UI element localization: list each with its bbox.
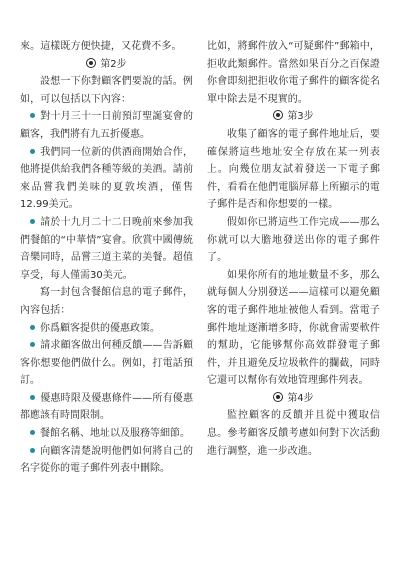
bullet-icon — [30, 395, 35, 400]
step-4-heading — [207, 390, 380, 408]
list-item-text: 請求顧客做出何種反饋——告訴顧客你想要他們做什么。例如，打電話預訂。 — [20, 340, 193, 387]
bullet-icon — [30, 219, 35, 224]
continued-paragraph: 比如，將郵件放入“可疑郵件”郵箱中，拒收此類郵件。當然如果百分之百保證你會即刻把拒收你電子郵件的顧客從名單中除去是不現實的。 — [207, 41, 380, 105]
list-item-text: 對十月三十一日前預訂聖誕宴會的顧客，我們將有九五折優惠。 — [20, 111, 193, 140]
step-3-heading — [207, 108, 380, 126]
left-column — [20, 38, 193, 478]
body-paragraph: 收集了顧客的電子郵件地址后，要確保將這些地址安全存放在某一列表上。向幾位朋友試着發送一下電子郵件，看看在他們電腦屏幕上所顯示的電子郵件是否和你想要的一樣。 — [207, 128, 380, 211]
list-item-text: 我們同一位新的供酒商開始合作，他將提供給我們各種等級的美酒。請前來品嘗我們美味的夏敦埃酒，僅售12.99美元。 — [20, 146, 193, 211]
step-label: 第2步 — [100, 58, 127, 70]
bullet-icon — [30, 149, 35, 154]
step-marker-icon — [273, 392, 283, 402]
body-paragraph: 監控顧客的反饋并且從中獲取信息。參考顧客反饋考慮如何對下次活動進行調整，進一步改進。 — [207, 410, 380, 457]
bullet-icon — [30, 342, 35, 347]
list-item-text: 餐館名稱、地址以及服務等細節。 — [40, 428, 190, 440]
bullet-icon — [30, 448, 35, 453]
list-item — [20, 144, 193, 214]
list-item-text: 你爲顧客提供的優惠政策。 — [40, 322, 160, 334]
body-paragraph: 如果你所有的地址數量不多，那么就每個人分別發送——這樣可以避免顧客的電子郵件地址被他人看到。當電子郵件地址逐漸增多時，你就會需要軟件的幫助，它能够幫你高效群發電子郵件，并且避免反垃圾軟件的攔截，同時它還可以幫你有效地管理郵件列表。 — [207, 269, 380, 387]
list-item — [20, 108, 193, 143]
list-item-text: 優惠時限及優惠條件——所有優惠都應該有時間限制。 — [20, 392, 193, 422]
step-label: 第3步 — [287, 111, 314, 123]
step-marker-icon — [273, 110, 283, 120]
email-content-paragraph: 寫一封包含餐館信息的電子郵件，內容包括： — [20, 287, 193, 316]
intro-paragraph: 設想一下你對顧客們要說的話。例如，可以包括以下內容： — [20, 76, 193, 105]
list-item-text: 向顧客清楚說明他們如何將自己的名字從你的電子郵件列表中刪除。 — [20, 445, 193, 475]
bullet-icon — [30, 325, 35, 330]
step-2-heading — [20, 56, 193, 74]
list-item — [20, 320, 193, 338]
right-column — [207, 38, 380, 460]
continued-text: 來。這樣既方便快捷，又花費不多。 — [20, 41, 182, 52]
step-label: 第4步 — [287, 392, 314, 404]
step-marker-icon — [86, 58, 96, 68]
body-paragraph: 假如你已將這些工作完成——那么你就可以大膽地發送出你的電子郵件了。 — [207, 216, 380, 264]
list-item — [20, 425, 193, 443]
bullet-icon — [30, 113, 35, 118]
list-item — [20, 390, 193, 425]
list-item — [20, 337, 193, 390]
list-item — [20, 214, 193, 284]
list-item-text: 請於十九月二十二日晚前來參加我們餐館的“中華情”宴會。欣賞中國傳統音樂同時，品嘗三道主菜的美餐。超值享受，每人僅需30美元。 — [20, 216, 193, 281]
list-item — [20, 443, 193, 478]
bullet-icon — [30, 430, 35, 435]
